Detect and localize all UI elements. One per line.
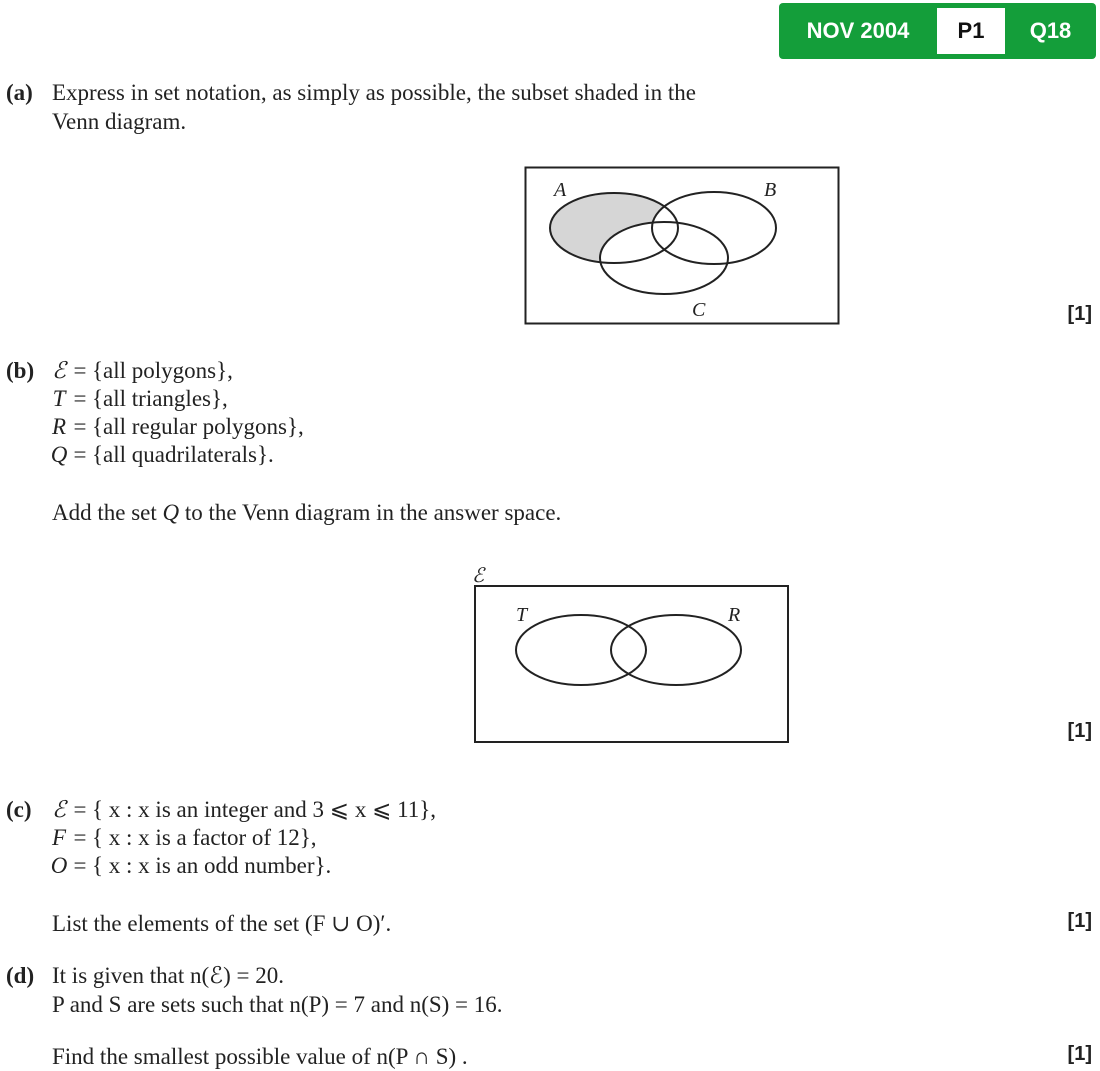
badge-paper: P1 [937, 8, 1005, 54]
part-b-set-q: Q = {all quadrilaterals}. [50, 442, 274, 467]
shaded-region-a [524, 166, 840, 326]
part-b-set-universal: ℰ = {all polygons}, [50, 357, 233, 385]
part-b-set-t: T = {all triangles}, [50, 385, 228, 413]
part-a-label: (a) [6, 80, 33, 105]
part-a-line2: Venn diagram. [52, 109, 187, 134]
part-b-set-r: R = {all regular polygons}, [51, 414, 304, 439]
part-d-line1: It is given that n(ℰ) = 20. [52, 963, 284, 988]
part-c-mark: [1] [1067, 910, 1092, 932]
set-symbol: F [51, 825, 67, 850]
part-c-set-o: O = { x : x is an odd number}. [50, 853, 332, 878]
set-symbol: Q [50, 442, 68, 467]
part-c-label: (c) [6, 797, 32, 822]
set-t-ellipse [516, 615, 646, 685]
part-d-label: (d) [6, 963, 35, 988]
set-symbol: ℰ [52, 797, 66, 822]
part-c-set-f: F = { x : x is a factor of 12}, [51, 825, 317, 850]
part-d-instruction: Find the smallest possible value of n(P ∩ S) . [52, 1044, 468, 1069]
set-c-label: C [692, 299, 706, 321]
set-symbol: O [50, 853, 68, 878]
part-d-mark: [1] [1067, 1043, 1092, 1065]
part-c-instruction: List the elements of the set (F ∪ O)′. [52, 911, 392, 936]
set-definition: {all regular polygons}, [92, 414, 304, 439]
set-definition: {all triangles}, [92, 386, 228, 411]
set-symbol: R [51, 414, 67, 439]
part-c-set-universal: ℰ = { x : x is an integer and 3 ⩽ x ⩽ 11}, [50, 796, 436, 824]
set-a-label: A [554, 179, 567, 201]
part-b-instruction: Add the set Q to the Venn diagram in the answer space. [52, 500, 562, 525]
badge-question: Q18 [1029, 18, 1072, 43]
set-r-ellipse [611, 615, 741, 685]
question-badge [779, 3, 1096, 59]
part-b-mark: [1] [1067, 720, 1092, 742]
part-b-label: (b) [6, 358, 35, 383]
set-definition: {all quadrilaterals}. [92, 442, 274, 467]
venn-diagram-a [524, 166, 840, 326]
set-b-label: B [764, 179, 777, 201]
part-d-line2: P and S are sets such that n(P) = 7 and n(S) = 16. [52, 992, 503, 1017]
set-definition: { x : x is a factor of 12}, [92, 825, 317, 850]
set-symbol: T [52, 386, 66, 411]
set-definition: {all polygons}, [92, 358, 233, 383]
badge-date: NOV 2004 [806, 18, 910, 43]
set-definition: { x : x is an integer and 3 ⩽ x ⩽ 11}, [92, 797, 437, 822]
set-symbol: ℰ [52, 358, 66, 383]
venn-diagram-b [466, 556, 796, 748]
part-a-line1: Express in set notation, as simply as possible, the subset shaded in the [52, 80, 696, 105]
set-t-label: T [516, 604, 528, 626]
part-a-mark: [1] [1067, 303, 1092, 325]
set-r-label: R [728, 604, 741, 626]
universal-label-b: ℰ [472, 565, 485, 587]
set-definition: { x : x is an odd number}. [92, 853, 332, 878]
